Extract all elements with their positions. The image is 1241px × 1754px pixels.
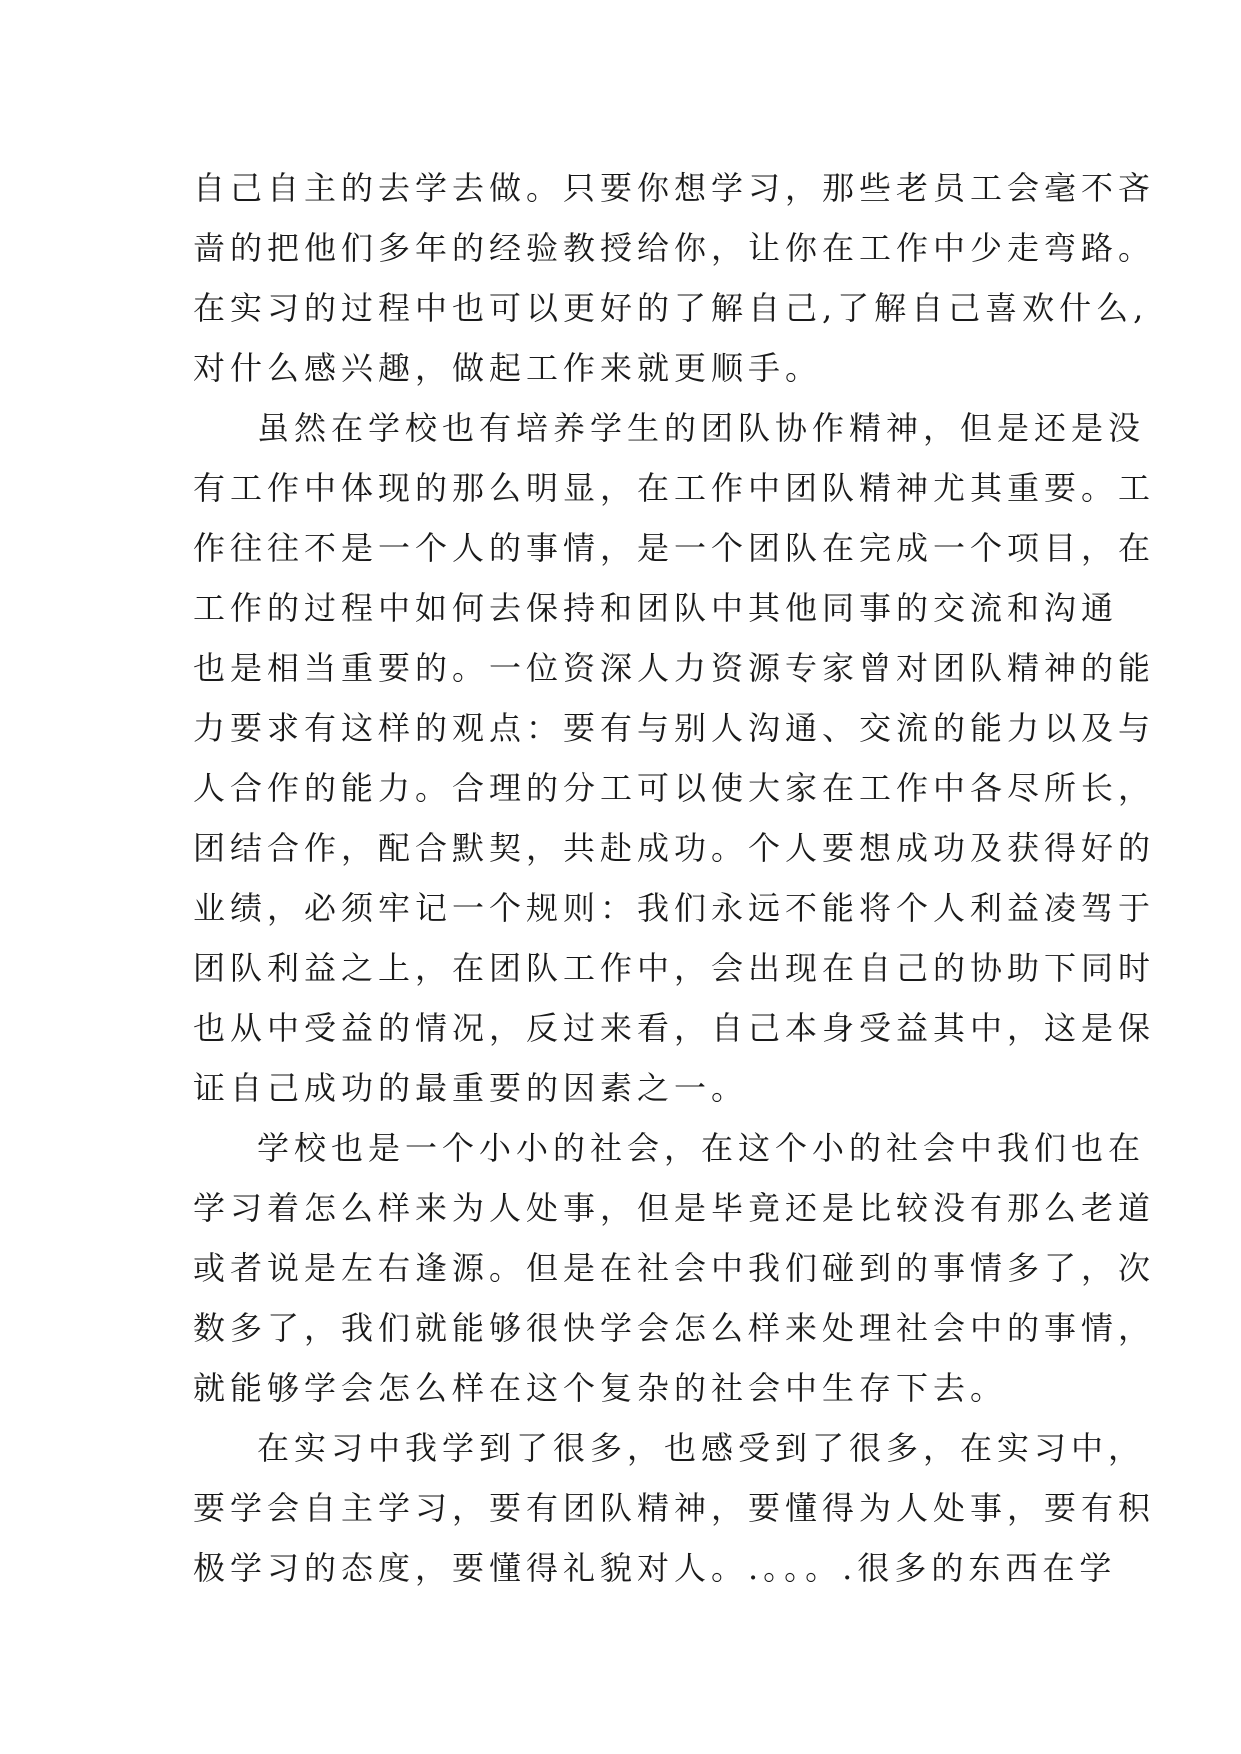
document-body: [193, 158, 1156, 1598]
text-line: 也从中受益的情况，反过来看，自己本身受益其中，这是保: [193, 1009, 1156, 1047]
text-line: 自己自主的去学去做。只要你想学习，那些老员工会毫不吝: [193, 169, 1156, 207]
text-line: 力要求有这样的观点：要有与别人沟通、交流的能力以及与: [193, 709, 1156, 747]
text-line: 啬的把他们多年的经验教授给你，让你在工作中少走弯路。: [193, 229, 1156, 267]
text-line: 也是相当重要的。一位资深人力资源专家曾对团队精神的能: [193, 649, 1156, 687]
text-line: 团结合作，配合默契，共赴成功。个人要想成功及获得好的: [193, 829, 1156, 867]
text-line: 证自己成功的最重要的因素之一。: [193, 1069, 749, 1107]
text-line: 业绩，必须牢记一个规则：我们永远不能将个人利益凌驾于: [193, 889, 1156, 927]
text-line: 学习着怎么样来为人处事，但是毕竟还是比较没有那么老道: [193, 1189, 1156, 1227]
text-line: 人合作的能力。合理的分工可以使大家在工作中各尽所长，: [193, 769, 1156, 807]
text-line: 学校也是一个小小的社会，在这个小的社会中我们也在: [257, 1129, 1146, 1167]
text-line: 就能够学会怎么样在这个复杂的社会中生存下去。: [193, 1369, 1008, 1407]
text-line: 极学习的态度，要懂得礼貌对人。.。。。.很多的东西在学: [193, 1549, 1117, 1587]
text-line: 对什么感兴趣，做起工作来就更顺手。: [193, 349, 823, 387]
text-line: 有工作中体现的那么明显，在工作中团队精神尤其重要。工: [193, 469, 1156, 507]
text-line: 要学会自主学习，要有团队精神，要懂得为人处事，要有积: [193, 1489, 1156, 1527]
text-line: 工作的过程中如何去保持和团队中其他同事的交流和沟通: [193, 589, 1119, 627]
text-line: 数多了，我们就能够很快学会怎么样来处理社会中的事情，: [193, 1309, 1156, 1347]
text-line: 作往往不是一个人的事情，是一个团队在完成一个项目，在: [193, 529, 1156, 567]
text-line: 团队利益之上，在团队工作中，会出现在自己的协助下同时: [193, 949, 1156, 987]
text-line: 虽然在学校也有培养学生的团队协作精神，但是还是没: [257, 409, 1146, 447]
text-line: 在实习中我学到了很多，也感受到了很多，在实习中，: [257, 1429, 1146, 1467]
text-line: 或者说是左右逢源。但是在社会中我们碰到的事情多了，次: [193, 1249, 1156, 1287]
text-line: 在实习的过程中也可以更好的了解自己,了解自己喜欢什么,: [193, 289, 1149, 327]
